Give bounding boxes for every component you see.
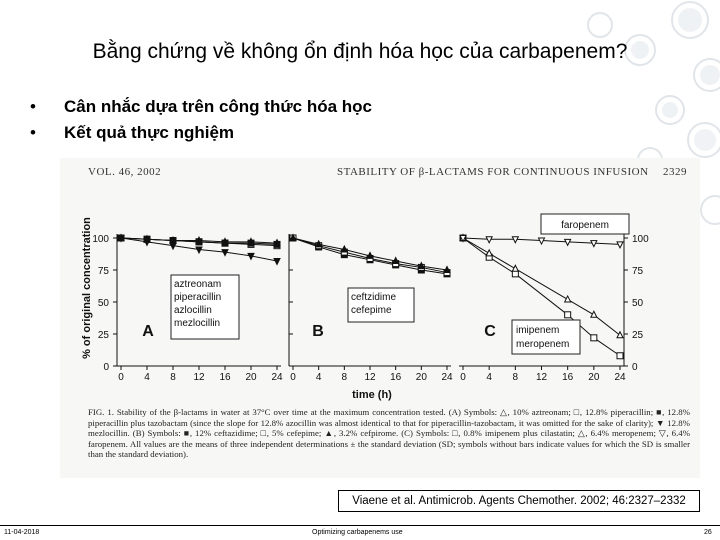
x-tick-label: 24: [614, 372, 626, 383]
y-tick-label: 50: [97, 298, 109, 309]
data-point: [222, 240, 228, 246]
panel-label: C: [484, 323, 496, 340]
series-annotation: cefepime: [351, 305, 392, 316]
x-tick-label: 20: [588, 372, 600, 383]
x-tick-label: 20: [415, 372, 427, 383]
x-tick-label: 8: [512, 372, 519, 383]
x-tick-label: 0: [290, 372, 296, 383]
data-point: [512, 271, 518, 277]
series-annotation: aztreonam: [174, 279, 222, 290]
data-point: [617, 242, 623, 248]
x-tick-label: 0: [460, 372, 466, 383]
data-point: [591, 311, 597, 317]
slide-title: Bằng chứng về không ổn định hóa học của carbapenem?: [92, 40, 628, 63]
y-tick-label: 25: [97, 330, 109, 341]
y-axis-label: % of original concentration: [81, 217, 93, 359]
y-tick-label: 0: [632, 362, 638, 373]
x-tick-label: 16: [390, 372, 402, 383]
y-tick-label: 50: [632, 298, 644, 309]
footer-page-number: 26: [704, 529, 712, 536]
footer-date: 11-04-2018: [4, 529, 40, 536]
data-point: [512, 265, 518, 271]
x-axis-label: time (h): [352, 389, 392, 401]
data-point: [617, 332, 623, 338]
bullet-dot: •: [30, 123, 36, 142]
y-tick-label: 100: [92, 234, 109, 245]
paper-volume: VOL. 46, 2002: [88, 166, 162, 178]
y-tick-label: 75: [97, 266, 109, 277]
data-point: [170, 238, 176, 244]
series-annotation: mezlocillin: [174, 318, 221, 329]
series-annotation: imipenem: [516, 325, 560, 336]
x-tick-label: 20: [245, 372, 257, 383]
series-annotation: azlocillin: [174, 305, 212, 316]
y-tick-label: 0: [103, 362, 109, 373]
x-tick-label: 12: [193, 372, 205, 383]
data-point: [591, 335, 597, 341]
data-point: [617, 353, 623, 359]
series-annotation: meropenem: [516, 339, 570, 350]
citation-box: Viaene et al. Antimicrob. Agents Chemother. 2002; 46:2327–2332: [338, 490, 700, 512]
x-tick-label: 4: [144, 372, 150, 383]
data-point: [196, 239, 202, 245]
series-annotation: faropenem: [561, 220, 609, 231]
y-tick-label: 75: [632, 266, 644, 277]
data-point: [274, 241, 280, 247]
y-tick-label: 100: [632, 234, 649, 245]
footer-title: Optimizing carbapenems use: [312, 529, 403, 536]
data-point: [274, 259, 280, 265]
data-point: [486, 250, 492, 256]
panel-label: A: [142, 323, 154, 340]
paper-running-title: STABILITY OF β-LACTAMS FOR CONTINUOUS INFUSION: [337, 166, 649, 178]
data-point: [565, 296, 571, 302]
y-tick-label: 25: [632, 330, 644, 341]
figure-caption: FIG. 1. Stability of the β-lactams in water at 37°C over time at the maximum concentration tested. (A) Symbols: △, 10% aztreonam; □, 12.8% piperacillin; ■, 12.8% piperacillin plus tazobactam (since the slope for 12.8% azocillin was almost identical to that for piperacillin-tazobactam, it was omitted for the sake of clarity); ▼ 12.8% mezlocillin. (B) Symbols: ■, 12% ceftazidime; □, 5% cefepime; ▲, 3.2% cefpirome. (C) Symbols: □, 0.8% imipenem plus cilastatin; △, 6.4% meropenem; ▽, 6.4% faropenem. All values are the means of three independent determinations ± the standard deviation (SD; symbols without bars indicate values for which the SD is smaller than the standard deviation).: [88, 407, 690, 460]
bullet-text: Cân nhắc dựa trên công thức hóa học: [64, 97, 372, 116]
x-tick-label: 16: [562, 372, 574, 383]
footer-divider: [0, 525, 720, 526]
series-annotation: ceftzidime: [351, 292, 397, 303]
panel-label: B: [312, 323, 324, 340]
x-tick-label: 0: [118, 372, 124, 383]
x-tick-label: 8: [170, 372, 176, 383]
paper-page-number: 2329: [663, 166, 687, 178]
data-point: [565, 312, 571, 318]
x-tick-label: 16: [219, 372, 231, 383]
x-tick-label: 24: [271, 372, 283, 383]
x-tick-label: 4: [486, 372, 492, 383]
data-point: [248, 240, 254, 246]
bullet-text: Kết quả thực nghiệm: [64, 123, 235, 142]
x-tick-label: 4: [315, 372, 322, 383]
bullet-dot: •: [30, 97, 36, 116]
x-tick-label: 12: [535, 372, 548, 383]
series-annotation: piperacillin: [174, 292, 222, 303]
x-tick-label: 12: [364, 372, 376, 383]
x-tick-label: 24: [441, 372, 453, 383]
x-tick-label: 8: [341, 372, 348, 383]
